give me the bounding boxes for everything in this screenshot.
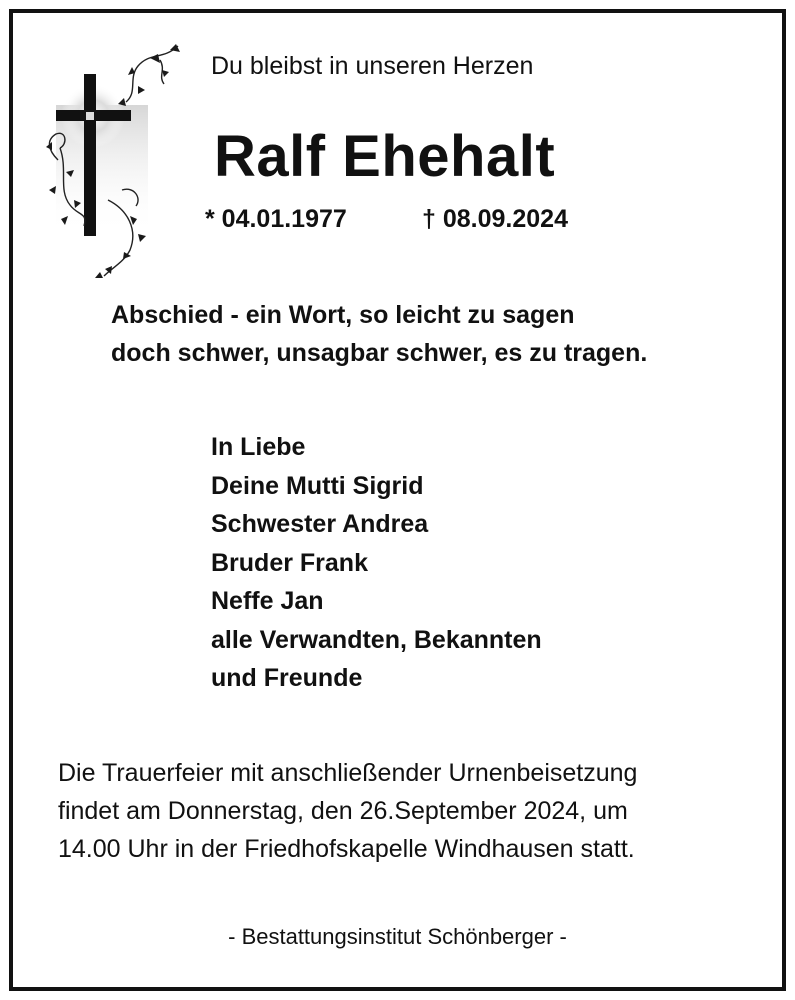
birth-date: * 04.01.1977 xyxy=(205,205,347,233)
mourners-line: Bruder Frank xyxy=(211,548,368,577)
tagline: Du bleibst in unseren Herzen xyxy=(211,52,534,80)
mourners-list xyxy=(211,428,542,698)
mourners-line: Schwester Andrea xyxy=(211,510,429,538)
cross-with-ivy-icon xyxy=(38,40,188,280)
notice-line: Die Trauerfeier mit anschließender Urnenbeisetzung xyxy=(58,759,638,787)
poem-line: Abschied - ein Wort, so leicht zu sagen xyxy=(111,301,575,329)
notice-line: 14.00 Uhr in der Friedhofskapelle Windhausen statt. xyxy=(58,835,635,863)
poem-line: doch schwer, unsagbar schwer, es zu tragen. xyxy=(111,339,648,367)
notice-line: findet am Donnerstag, den 26.September 2024, um xyxy=(58,797,628,825)
deceased-name: Ralf Ehehalt xyxy=(214,124,556,189)
mourners-line: und Freunde xyxy=(211,664,363,692)
mourners-line: Neffe Jan xyxy=(211,587,324,615)
funeral-notice xyxy=(58,754,637,868)
death-date: † 08.09.2024 xyxy=(422,205,568,233)
mourners-line: Deine Mutti Sigrid xyxy=(211,471,424,500)
funeral-home-credit: - Bestattungsinstitut Schönberger - xyxy=(228,924,567,949)
mourners-line: alle Verwandten, Bekannten xyxy=(211,625,542,654)
mourners-line: In Liebe xyxy=(211,433,306,461)
farewell-poem xyxy=(111,296,647,372)
